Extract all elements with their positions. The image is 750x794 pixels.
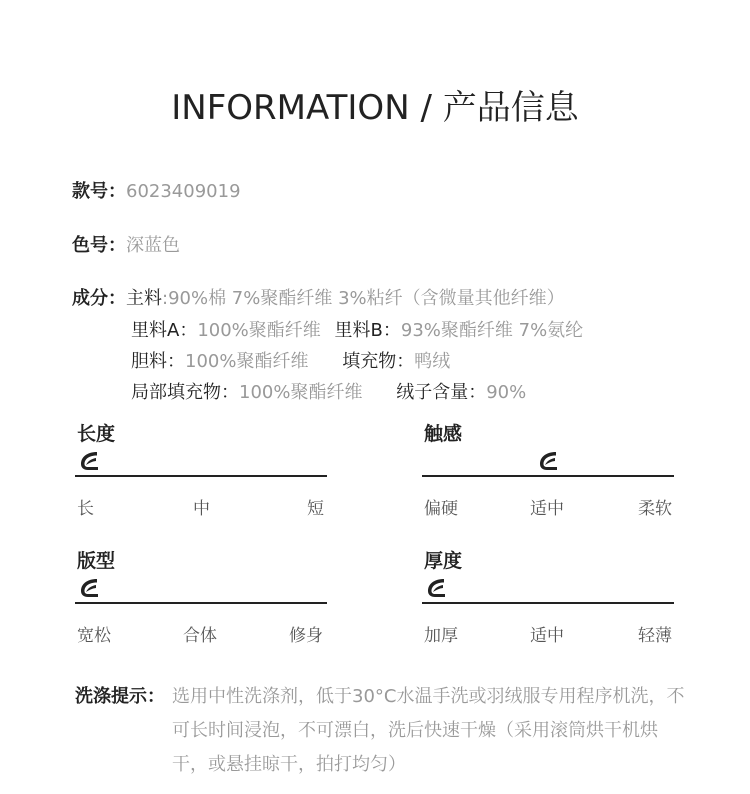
color-no-row bbox=[72, 235, 180, 257]
leaf-marker-icon bbox=[424, 576, 448, 600]
style-no-value: 6023409019 bbox=[126, 181, 241, 202]
scale-line bbox=[75, 475, 327, 477]
partial-filling-value: 100%聚酯纤维 bbox=[239, 382, 363, 403]
composition-label: 成分： bbox=[72, 288, 126, 309]
lining-b-label: 里料B： bbox=[334, 320, 401, 341]
care-text: 选用中性洗涤剂，低于30°C水温手洗或羽绒服专用程序机洗，不可长时间浸泡，不可漂白，洗后快速干燥（采用滚筒烘干机烘干，或悬挂晾干，拍打均匀） bbox=[172, 686, 685, 775]
color-no-label: 色号： bbox=[72, 235, 126, 256]
leaf-marker-icon bbox=[536, 449, 560, 473]
page-title: INFORMATION / 产品信息 bbox=[171, 88, 579, 128]
scale-line bbox=[422, 475, 674, 477]
scale-line bbox=[422, 602, 674, 604]
composition-row-3 bbox=[131, 351, 450, 373]
scale-tick-mid: 中 bbox=[193, 499, 210, 519]
filling-label: 填充物： bbox=[342, 351, 415, 372]
main-material-value: :90%棉 7%聚酯纤维 3%粘纤（含微量其他纤维） bbox=[162, 288, 565, 309]
bladder-label: 胆料： bbox=[131, 351, 185, 372]
composition-row-2 bbox=[131, 320, 583, 342]
composition-row-4 bbox=[131, 382, 526, 404]
lining-a-label: 里料A： bbox=[131, 320, 198, 341]
scale-tick-low: 宽松 bbox=[77, 626, 111, 646]
partial-filling-label: 局部填充物： bbox=[131, 382, 239, 403]
down-content-label: 绒子含量： bbox=[396, 382, 487, 403]
style-no-label: 款号： bbox=[72, 181, 126, 202]
style-no-row bbox=[72, 181, 241, 203]
scale-tick-high: 修身 bbox=[289, 626, 323, 646]
scale-tick-mid: 合体 bbox=[183, 626, 217, 646]
scale-tick-high: 柔软 bbox=[638, 499, 672, 519]
scale-name: 长度 bbox=[77, 423, 116, 445]
color-no-value: 深蓝色 bbox=[126, 235, 180, 256]
scale-tick-high: 轻薄 bbox=[638, 626, 672, 646]
lining-b-value: 93%聚酯纤维 7%氨纶 bbox=[400, 320, 584, 341]
scale-line bbox=[75, 602, 327, 604]
scale-tick-mid: 适中 bbox=[530, 499, 564, 519]
scale-name: 触感 bbox=[424, 423, 463, 445]
leaf-marker-icon bbox=[77, 576, 101, 600]
lining-a-value: 100%聚酯纤维 bbox=[197, 320, 321, 341]
scale-tick-mid: 适中 bbox=[530, 626, 564, 646]
bladder-value: 100%聚酯纤维 bbox=[185, 351, 309, 372]
scale-tick-low: 偏硬 bbox=[424, 499, 458, 519]
scale-tick-low: 加厚 bbox=[424, 626, 458, 646]
scale-name: 厚度 bbox=[424, 550, 463, 572]
composition-row-1 bbox=[72, 288, 565, 310]
leaf-marker-icon bbox=[77, 449, 101, 473]
scale-tick-high: 短 bbox=[307, 499, 324, 519]
scale-tick-low: 长 bbox=[77, 499, 94, 519]
scale-name: 版型 bbox=[77, 550, 116, 572]
main-material-label: 主料 bbox=[126, 288, 162, 309]
care-label: 洗涤提示： bbox=[75, 686, 165, 707]
down-content-value: 90% bbox=[486, 382, 527, 403]
filling-value: 鸭绒 bbox=[414, 351, 451, 372]
